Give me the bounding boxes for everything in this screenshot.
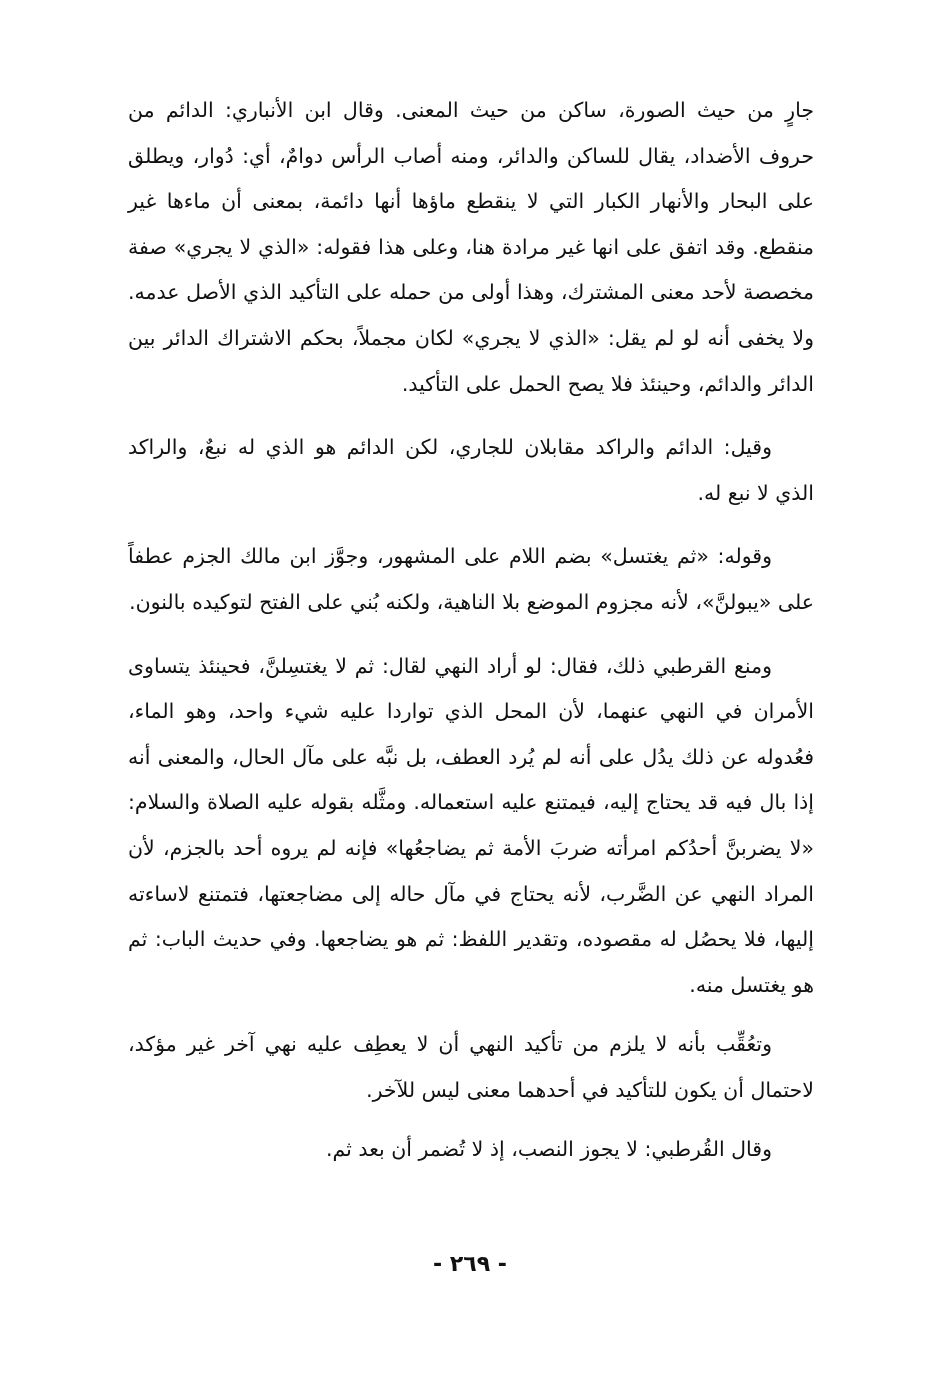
paragraph-6: وقال القُرطبي: لا يجوز النصب، إذ لا تُضمر أن بعد ثم. [325,1137,772,1162]
paragraph-gap [128,1008,814,1022]
paragraph-4: ومنع القرطبي ذلك، فقال: لو أراد النهي لقال: ثم لا يغتسِلنَّ، فحينئذ يتساوى الأمران في النهي عنهما، لأن المحل الذي تواردا عليه شيء واحد، وهو الماء، فعُدوله عن ذلك يدُل على أنه لم يُرد العطف، بل نبَّه على مآل الحال، والمعنى أنه إذا بال فيه قد يحتاج إليه، فيمتنع عليه استعماله. ومثَّله بقوله عليه الصلاة والسلام: «لا يضربنَّ أحدُكم امرأته ضربَ الأمة ثم يضاجعُها» فإنه لم يروه أحد بالجزم، لأن المراد النهي عن الضَّرب، لأنه يحتاج في مآل حاله إلى مضاجعتها، فتمتنع لاساءته إليها، فلا يحصُل له مقصوده، وتقدير اللفظ: ثم هو يضاجعها. وفي حديث الباب: ثم هو يغتسل منه. [128,653,814,997]
paragraph-gap [128,516,814,534]
paragraph-gap [128,1113,814,1127]
paragraph-1: جارٍ من حيث الصورة، ساكن من حيث المعنى. وقال ابن الأنباري: الدائم من حروف الأضداد، يقال للساكن والدائر، ومنه أصاب الرأس دوامٌ، أي: دُوار، ويطلق على البحار والأنهار الكبار التي لا ينقطع ماؤها أنها دائمة، بمعنى أن ماءها غير منقطع. وقد اتفق على انها غير مرادة هنا، وعلى هذا فقوله: «الذي لا يجري» صفة مخصصة لأحد معنى المشترك، وهذا أولى من حمله على التأكيد الذي الأصل عدمه. ولا يخفى أنه لو لم يقل: «الذي لا يجري» لكان مجملاً، بحكم الاشتراك الدائر بين الدائر والدائم، وحينئذ فلا يصح الحمل على التأكيد. [128,98,814,396]
paragraph-gap [128,626,814,644]
page-body [128,88,814,1173]
page-number: - ٢٦٩ - [433,1252,507,1277]
paragraph-2: وقيل: الدائم والراكد مقابلان للجاري، لكن الدائم هو الذي له نبعٌ، والراكد الذي لا نبع له. [128,435,814,505]
paragraph-gap [128,407,814,425]
paragraph-3: وقوله: «ثم يغتسل» بضم اللام على المشهور، وجوَّز ابن مالك الجزم عطفاً على «يبولنَّ»، لأنه مجزوم الموضع بلا الناهية، ولكنه بُني على الفتح لتوكيده بالنون. [128,544,814,614]
paragraph-5: وتعُقِّب بأنه لا يلزم من تأكيد النهي أن لا يعطِف عليه نهي آخر غير مؤكد، لاحتمال أن يكون للتأكيد في أحدهما معنى ليس للآخر. [128,1032,814,1102]
